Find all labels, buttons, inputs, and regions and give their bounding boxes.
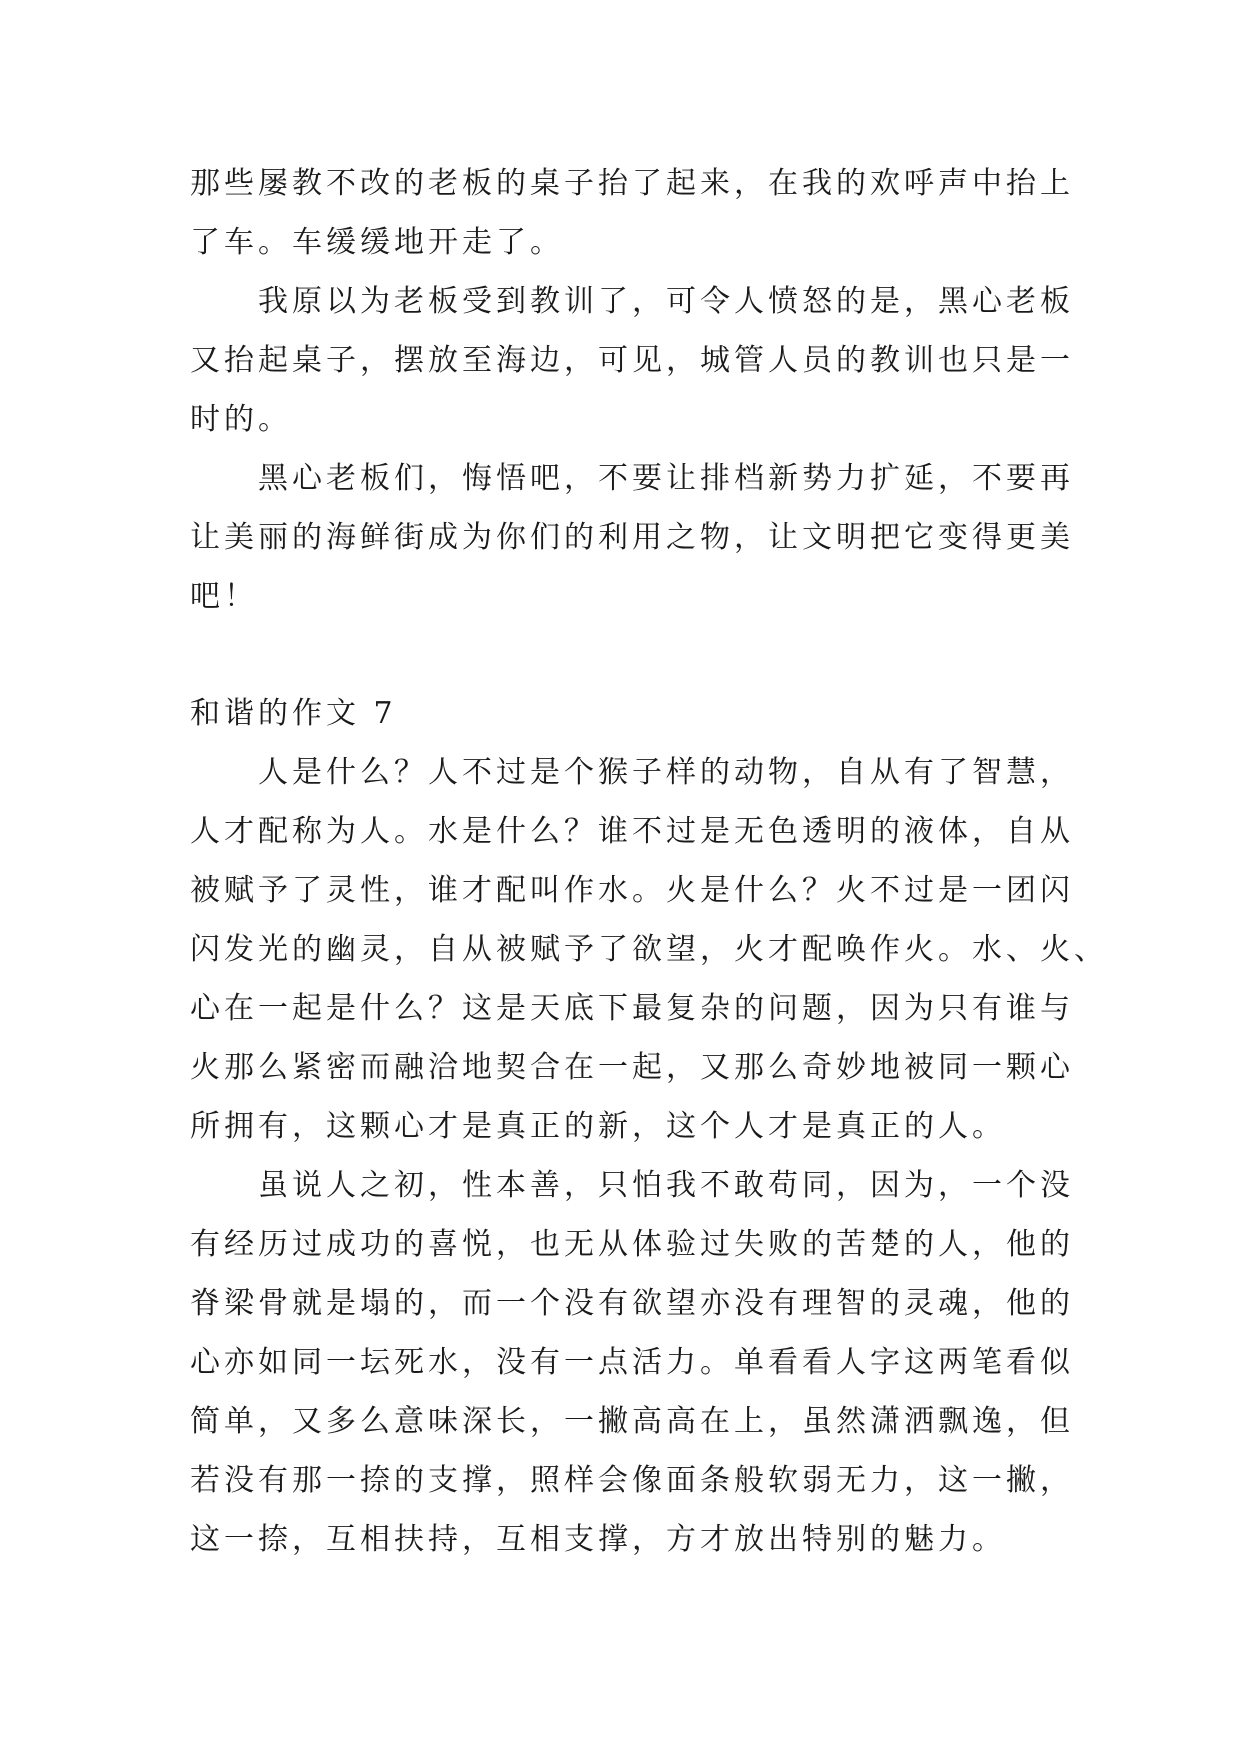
essay-title: 和谐的作文 7	[190, 696, 397, 731]
essay-section	[190, 684, 1108, 1569]
text-line: 虽说人之初，性本善，只怕我不敢苟同，因为，一个没	[258, 1168, 1074, 1203]
text-line: 黑心老板们，悔悟吧，不要让排档新势力扩延，不要再	[258, 461, 1074, 496]
text-line: 被赋予了灵性，谁才配叫作水。火是什么？火不过是一团闪	[190, 873, 1074, 908]
continuation-text	[190, 154, 1080, 626]
text-line: 我原以为老板受到教训了，可令人愤怒的是，黑心老板	[258, 284, 1074, 319]
text-line: 那些屡教不改的老板的桌子抬了起来，在我的欢呼声中抬上	[190, 166, 1074, 201]
text-line: 有经历过成功的喜悦，也无从体验过失败的苦楚的人，他的	[190, 1227, 1074, 1262]
text-line: 吧！	[190, 579, 258, 614]
text-line: 所拥有，这颗心才是真正的新，这个人才是真正的人。	[190, 1109, 1006, 1144]
text-line: 简单，又多么意味深长，一撇高高在上，虽然潇洒飘逸，但	[190, 1404, 1074, 1439]
text-line: 人才配称为人。水是什么？谁不过是无色透明的液体，自从	[190, 814, 1074, 849]
text-line: 人是什么？人不过是个猴子样的动物，自从有了智慧，	[258, 755, 1074, 790]
text-line: 火那么紧密而融洽地契合在一起，又那么奇妙地被同一颗心	[190, 1050, 1074, 1085]
text-line: 脊梁骨就是塌的，而一个没有欲望亦没有理智的灵魂，他的	[190, 1286, 1074, 1321]
text-line: 心亦如同一坛死水，没有一点活力。单看看人字这两笔看似	[190, 1345, 1074, 1380]
text-line: 时的。	[190, 402, 292, 437]
text-line: 若没有那一捺的支撑，照样会像面条般软弱无力，这一撇，	[190, 1463, 1074, 1498]
text-line: 让美丽的海鲜街成为你们的利用之物，让文明把它变得更美	[190, 520, 1074, 555]
text-line: 心在一起是什么？这是天底下最复杂的问题，因为只有谁与	[190, 991, 1074, 1026]
text-line: 闪发光的幽灵，自从被赋予了欲望，火才配唤作火。水、火、	[190, 932, 1108, 967]
text-line: 又抬起桌子，摆放至海边，可见，城管人员的教训也只是一	[190, 343, 1074, 378]
text-line: 了车。车缓缓地开走了。	[190, 225, 564, 260]
text-line: 这一捺，互相扶持，互相支撑，方才放出特别的魅力。	[190, 1522, 1006, 1557]
